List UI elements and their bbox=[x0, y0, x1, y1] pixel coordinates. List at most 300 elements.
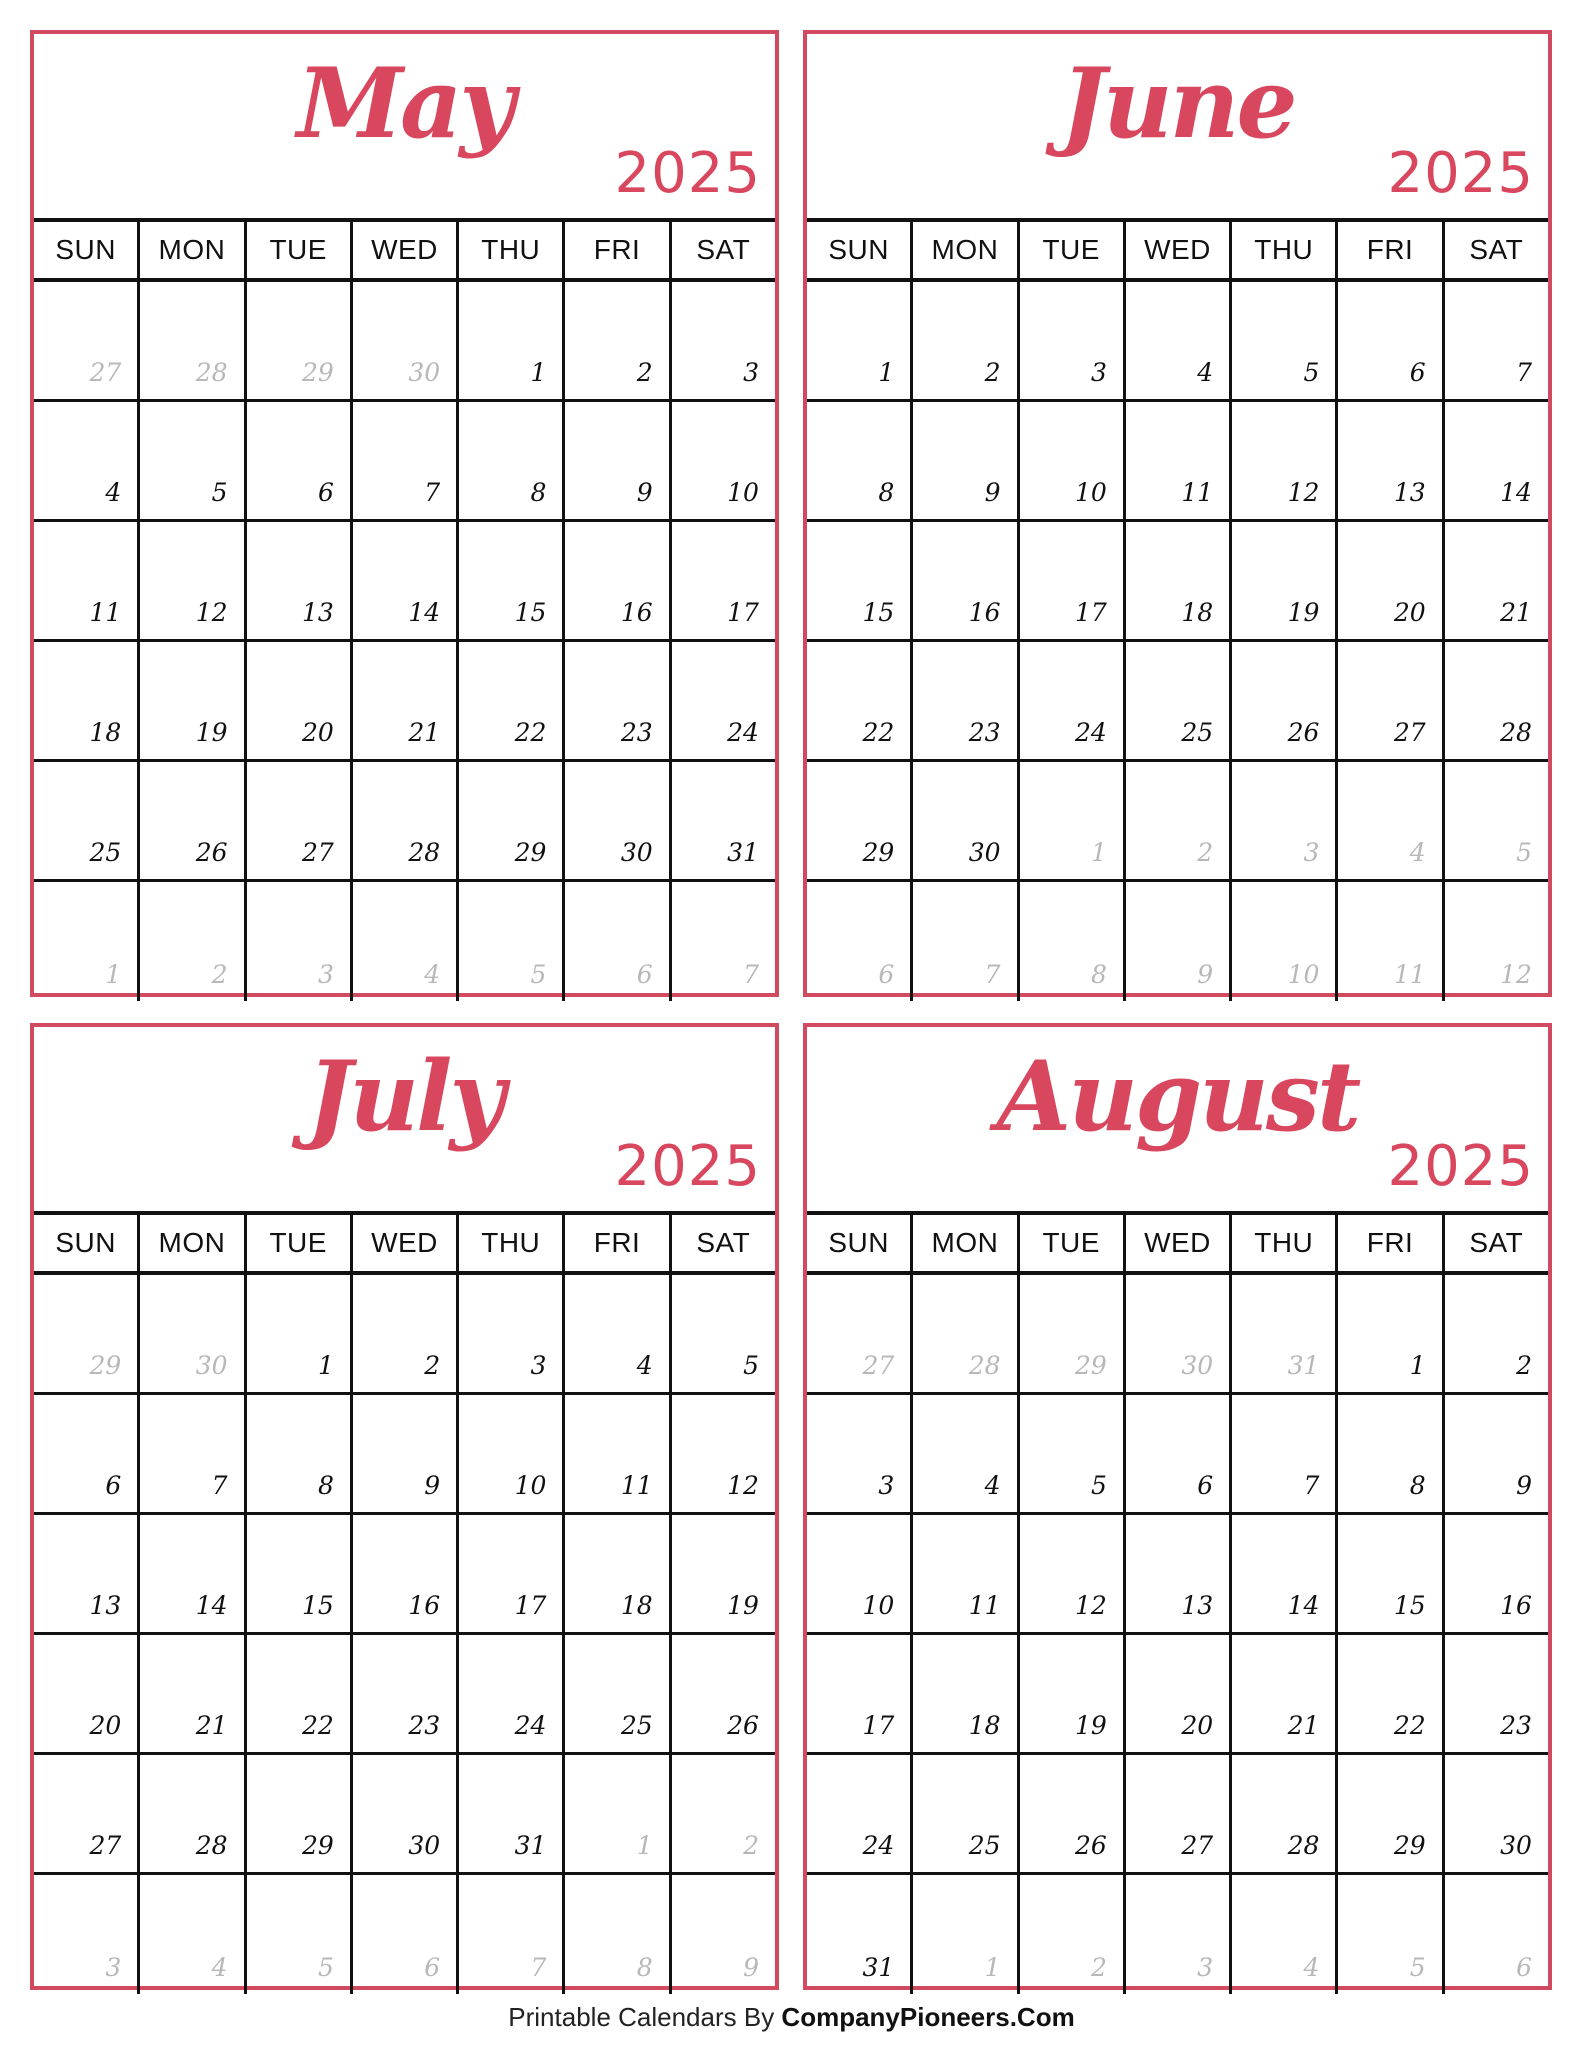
day-cell[interactable] bbox=[672, 282, 775, 399]
day-cell[interactable] bbox=[1232, 1755, 1338, 1872]
day-number: 20 bbox=[89, 1711, 122, 1740]
day-cell-other-month[interactable] bbox=[1020, 1275, 1126, 1392]
day-cell[interactable] bbox=[247, 402, 353, 519]
weekday-thu: THU bbox=[1232, 1215, 1338, 1271]
day-cell[interactable] bbox=[1445, 1515, 1548, 1632]
day-number: 8 bbox=[636, 1953, 653, 1982]
day-number: 21 bbox=[408, 718, 441, 747]
day-cell[interactable] bbox=[1020, 1395, 1126, 1512]
day-number: 9 bbox=[636, 478, 653, 507]
day-number: 29 bbox=[1393, 1831, 1426, 1860]
weekday-thu: THU bbox=[459, 1215, 565, 1271]
day-number: 7 bbox=[424, 478, 441, 507]
day-cell[interactable] bbox=[672, 1275, 775, 1392]
day-cell[interactable] bbox=[1338, 1755, 1444, 1872]
weekday-sat: SAT bbox=[696, 234, 751, 265]
day-cell[interactable] bbox=[1126, 642, 1232, 759]
day-number: 19 bbox=[727, 1591, 759, 1620]
day-number: 7 bbox=[984, 960, 1001, 989]
day-number: 10 bbox=[1075, 478, 1107, 507]
day-cell[interactable] bbox=[1020, 282, 1126, 399]
day-cell[interactable] bbox=[913, 282, 1019, 399]
day-cell[interactable] bbox=[1338, 402, 1444, 519]
day-cell-other-month[interactable] bbox=[1126, 1275, 1232, 1392]
day-cell-other-month[interactable] bbox=[1020, 1875, 1126, 1994]
day-cell-other-month[interactable] bbox=[672, 1755, 775, 1872]
day-number: 11 bbox=[968, 1591, 1001, 1620]
day-number: 29 bbox=[302, 358, 334, 387]
day-cell[interactable] bbox=[353, 522, 459, 639]
day-cell[interactable] bbox=[353, 1755, 459, 1872]
day-cell[interactable] bbox=[459, 1395, 565, 1512]
day-number: 4 bbox=[211, 1953, 228, 1982]
day-cell[interactable] bbox=[807, 642, 913, 759]
day-number: 7 bbox=[743, 960, 759, 989]
week-row bbox=[34, 402, 775, 522]
day-cell[interactable] bbox=[1445, 1755, 1548, 1872]
day-cell[interactable] bbox=[247, 762, 353, 879]
day-number: 2 bbox=[743, 1831, 759, 1860]
day-number: 27 bbox=[89, 358, 122, 387]
day-cell[interactable] bbox=[1445, 1275, 1548, 1392]
day-cell[interactable] bbox=[1126, 402, 1232, 519]
day-cell-other-month[interactable] bbox=[34, 282, 140, 399]
day-cell[interactable] bbox=[807, 1395, 913, 1512]
day-cell[interactable] bbox=[565, 1395, 671, 1512]
day-cell-other-month[interactable] bbox=[140, 1275, 246, 1392]
day-cell[interactable] bbox=[34, 642, 140, 759]
calendar-panel-2 bbox=[803, 30, 1552, 997]
day-cell[interactable] bbox=[1338, 642, 1444, 759]
week-row bbox=[807, 1635, 1548, 1755]
day-cell[interactable] bbox=[913, 1755, 1019, 1872]
day-cell[interactable] bbox=[807, 522, 913, 639]
day-cell[interactable] bbox=[1232, 1515, 1338, 1632]
day-cell[interactable] bbox=[672, 642, 775, 759]
day-number: 13 bbox=[302, 598, 334, 627]
weekday-header-row bbox=[807, 222, 1548, 282]
day-number: 19 bbox=[1075, 1711, 1107, 1740]
day-cell-other-month[interactable] bbox=[34, 1275, 140, 1392]
day-number: 5 bbox=[743, 1351, 759, 1380]
day-number: 8 bbox=[317, 1471, 334, 1500]
week-row bbox=[807, 1275, 1548, 1395]
day-cell[interactable] bbox=[353, 1395, 459, 1512]
week-row bbox=[34, 1275, 775, 1395]
month-header bbox=[807, 34, 1548, 218]
day-cell[interactable] bbox=[807, 402, 913, 519]
day-cell[interactable] bbox=[247, 1755, 353, 1872]
day-number: 12 bbox=[195, 598, 228, 627]
day-number: 5 bbox=[317, 1953, 334, 1982]
day-number: 2 bbox=[636, 358, 653, 387]
day-cell-other-month[interactable] bbox=[672, 1875, 775, 1994]
day-number: 20 bbox=[1181, 1711, 1214, 1740]
day-cell[interactable] bbox=[565, 282, 671, 399]
day-number: 1 bbox=[636, 1831, 653, 1860]
day-number: 9 bbox=[1516, 1471, 1532, 1500]
week-row bbox=[34, 1635, 775, 1755]
day-cell[interactable] bbox=[565, 1635, 671, 1752]
day-cell[interactable] bbox=[34, 1395, 140, 1512]
day-cell[interactable] bbox=[913, 642, 1019, 759]
day-cell[interactable] bbox=[913, 1635, 1019, 1752]
day-cell[interactable] bbox=[34, 402, 140, 519]
day-cell-other-month[interactable] bbox=[1338, 882, 1444, 1001]
day-cell[interactable] bbox=[672, 522, 775, 639]
day-cell[interactable] bbox=[459, 1515, 565, 1632]
day-number: 31 bbox=[514, 1831, 547, 1860]
day-cell[interactable] bbox=[34, 1515, 140, 1632]
week-row bbox=[807, 402, 1548, 522]
day-cell[interactable] bbox=[353, 402, 459, 519]
day-number: 5 bbox=[1303, 358, 1320, 387]
day-number: 30 bbox=[408, 1831, 441, 1860]
day-number: 21 bbox=[1287, 1711, 1320, 1740]
day-number: 3 bbox=[1090, 358, 1107, 387]
week-row bbox=[807, 1395, 1548, 1515]
day-cell[interactable] bbox=[140, 1755, 246, 1872]
day-cell[interactable] bbox=[459, 1275, 565, 1392]
month-header bbox=[807, 1027, 1548, 1211]
day-number: 13 bbox=[1181, 1591, 1214, 1620]
day-cell[interactable] bbox=[672, 1515, 775, 1632]
day-cell[interactable] bbox=[913, 402, 1019, 519]
day-number: 29 bbox=[514, 838, 547, 867]
day-number: 14 bbox=[195, 1591, 228, 1620]
day-cell[interactable] bbox=[1126, 1755, 1232, 1872]
day-number: 6 bbox=[636, 960, 653, 989]
day-number: 3 bbox=[105, 1953, 122, 1982]
day-cell-other-month[interactable] bbox=[1126, 1875, 1232, 1994]
day-number: 2 bbox=[211, 960, 228, 989]
weekday-header-row bbox=[807, 1215, 1548, 1275]
week-row bbox=[34, 1395, 775, 1515]
day-cell[interactable] bbox=[247, 642, 353, 759]
day-number: 17 bbox=[1075, 598, 1107, 627]
weekday-header-row bbox=[34, 222, 775, 282]
day-number: 3 bbox=[1197, 1953, 1214, 1982]
day-cell-other-month[interactable] bbox=[1020, 762, 1126, 879]
day-cell[interactable] bbox=[1126, 282, 1232, 399]
day-cell[interactable] bbox=[459, 762, 565, 879]
day-cell[interactable] bbox=[247, 522, 353, 639]
day-cell[interactable] bbox=[1445, 642, 1548, 759]
day-number: 23 bbox=[1500, 1711, 1532, 1740]
day-number: 24 bbox=[514, 1711, 547, 1740]
day-cell-other-month[interactable] bbox=[1338, 1875, 1444, 1994]
day-cell[interactable] bbox=[1126, 1515, 1232, 1632]
weekday-tue: TUE bbox=[1020, 222, 1126, 278]
day-cell[interactable] bbox=[353, 642, 459, 759]
day-cell[interactable] bbox=[807, 1875, 913, 1994]
day-number: 23 bbox=[408, 1711, 441, 1740]
day-number: 10 bbox=[727, 478, 759, 507]
day-cell-other-month[interactable] bbox=[140, 1875, 246, 1994]
day-cell-other-month[interactable] bbox=[1232, 1875, 1338, 1994]
day-cell[interactable] bbox=[459, 282, 565, 399]
day-number: 28 bbox=[195, 1831, 228, 1860]
day-number: 25 bbox=[89, 838, 122, 867]
day-number: 6 bbox=[1409, 358, 1426, 387]
day-cell[interactable] bbox=[807, 1755, 913, 1872]
day-cell[interactable] bbox=[247, 1275, 353, 1392]
day-cell[interactable] bbox=[247, 1635, 353, 1752]
day-cell-other-month[interactable] bbox=[565, 1875, 671, 1994]
day-cell[interactable] bbox=[34, 1755, 140, 1872]
day-cell-other-month[interactable] bbox=[34, 882, 140, 1001]
day-number: 14 bbox=[408, 598, 441, 627]
day-cell[interactable] bbox=[140, 402, 246, 519]
day-cell-other-month[interactable] bbox=[140, 882, 246, 1001]
day-number: 16 bbox=[1500, 1591, 1532, 1620]
weekday-tue: TUE bbox=[1020, 1215, 1126, 1271]
day-cell[interactable] bbox=[1445, 1635, 1548, 1752]
weekday-wed: WED bbox=[353, 1215, 459, 1271]
day-cell[interactable] bbox=[1232, 282, 1338, 399]
day-cell[interactable] bbox=[459, 402, 565, 519]
day-cell-other-month[interactable] bbox=[1020, 882, 1126, 1001]
day-cell[interactable] bbox=[1232, 522, 1338, 639]
weekday-sun: SUN bbox=[807, 222, 913, 278]
day-number: 29 bbox=[89, 1351, 122, 1380]
day-cell[interactable] bbox=[807, 1515, 913, 1632]
day-number: 8 bbox=[530, 478, 547, 507]
day-cell-other-month[interactable] bbox=[247, 282, 353, 399]
day-cell[interactable] bbox=[1126, 522, 1232, 639]
day-cell-other-month[interactable] bbox=[913, 882, 1019, 1001]
day-cell[interactable] bbox=[140, 1515, 246, 1632]
weekday-wed: WED bbox=[1126, 222, 1232, 278]
month-title: May bbox=[296, 47, 513, 160]
weekday-sat: SAT bbox=[1469, 1227, 1524, 1258]
day-number: 4 bbox=[1197, 358, 1214, 387]
day-number: 5 bbox=[1090, 1471, 1107, 1500]
day-number: 6 bbox=[105, 1471, 122, 1500]
weekday-wed: WED bbox=[353, 222, 459, 278]
day-cell-other-month[interactable] bbox=[1232, 1275, 1338, 1392]
day-cell[interactable] bbox=[459, 522, 565, 639]
day-cell[interactable] bbox=[1338, 1635, 1444, 1752]
day-cell[interactable] bbox=[1445, 522, 1548, 639]
day-cell-other-month[interactable] bbox=[353, 1875, 459, 1994]
day-cell[interactable] bbox=[565, 402, 671, 519]
day-cell[interactable] bbox=[1020, 1635, 1126, 1752]
day-number: 9 bbox=[743, 1953, 759, 1982]
day-number: 10 bbox=[1287, 960, 1320, 989]
day-cell[interactable] bbox=[140, 1635, 246, 1752]
day-cell[interactable] bbox=[34, 1635, 140, 1752]
day-cell-other-month[interactable] bbox=[1232, 882, 1338, 1001]
day-cell[interactable] bbox=[353, 1635, 459, 1752]
month-grid bbox=[34, 218, 775, 1001]
day-number: 26 bbox=[727, 1711, 759, 1740]
day-cell[interactable] bbox=[1338, 1275, 1444, 1392]
day-number: 22 bbox=[514, 718, 547, 747]
week-row bbox=[34, 882, 775, 1001]
day-number: 1 bbox=[878, 358, 895, 387]
day-cell-other-month[interactable] bbox=[807, 1275, 913, 1392]
day-number: 11 bbox=[1181, 478, 1214, 507]
day-number: 29 bbox=[862, 838, 895, 867]
day-cell-other-month[interactable] bbox=[1445, 1875, 1548, 1994]
day-number: 9 bbox=[1197, 960, 1214, 989]
day-cell-other-month[interactable] bbox=[1126, 882, 1232, 1001]
weekday-thu: THU bbox=[459, 222, 565, 278]
week-row bbox=[34, 762, 775, 882]
day-number: 30 bbox=[408, 358, 441, 387]
day-number: 15 bbox=[302, 1591, 334, 1620]
day-cell[interactable] bbox=[1232, 402, 1338, 519]
year-label: 2025 bbox=[614, 141, 761, 206]
day-cell[interactable] bbox=[672, 1395, 775, 1512]
day-cell[interactable] bbox=[565, 642, 671, 759]
day-cell-other-month[interactable] bbox=[353, 882, 459, 1001]
day-cell[interactable] bbox=[913, 1395, 1019, 1512]
day-cell[interactable] bbox=[140, 1395, 246, 1512]
day-cell[interactable] bbox=[459, 1635, 565, 1752]
day-number: 28 bbox=[1287, 1831, 1320, 1860]
day-cell-other-month[interactable] bbox=[1445, 882, 1548, 1001]
day-number: 5 bbox=[1516, 838, 1532, 867]
day-number: 13 bbox=[89, 1591, 122, 1620]
day-cell[interactable] bbox=[247, 1395, 353, 1512]
day-cell[interactable] bbox=[913, 522, 1019, 639]
day-cell[interactable] bbox=[672, 402, 775, 519]
day-cell[interactable] bbox=[1232, 642, 1338, 759]
day-cell[interactable] bbox=[353, 762, 459, 879]
day-number: 12 bbox=[1500, 960, 1532, 989]
day-cell[interactable] bbox=[1126, 1635, 1232, 1752]
day-cell-other-month[interactable] bbox=[459, 1875, 565, 1994]
day-cell[interactable] bbox=[565, 762, 671, 879]
day-cell[interactable] bbox=[1232, 1395, 1338, 1512]
day-cell[interactable] bbox=[913, 1515, 1019, 1632]
day-cell[interactable] bbox=[34, 522, 140, 639]
day-cell[interactable] bbox=[1338, 282, 1444, 399]
day-cell[interactable] bbox=[1445, 402, 1548, 519]
day-cell-other-month[interactable] bbox=[565, 882, 671, 1001]
day-number: 8 bbox=[878, 478, 895, 507]
day-cell[interactable] bbox=[1338, 1395, 1444, 1512]
calendar-panel-4 bbox=[803, 1023, 1552, 1990]
weekday-sun: SUN bbox=[34, 222, 140, 278]
day-cell[interactable] bbox=[672, 762, 775, 879]
day-cell[interactable] bbox=[807, 1635, 913, 1752]
day-cell[interactable] bbox=[1338, 522, 1444, 639]
day-cell-other-month[interactable] bbox=[565, 1755, 671, 1872]
day-cell-other-month[interactable] bbox=[913, 1275, 1019, 1392]
day-cell[interactable] bbox=[1020, 402, 1126, 519]
day-number: 12 bbox=[1287, 478, 1320, 507]
day-cell-other-month[interactable] bbox=[1232, 762, 1338, 879]
day-number: 31 bbox=[727, 838, 759, 867]
day-cell-other-month[interactable] bbox=[247, 1875, 353, 1994]
day-number: 3 bbox=[1303, 838, 1320, 867]
day-cell[interactable] bbox=[807, 762, 913, 879]
day-cell-other-month[interactable] bbox=[140, 282, 246, 399]
day-number: 27 bbox=[862, 1351, 895, 1380]
day-number: 4 bbox=[1409, 838, 1426, 867]
day-cell[interactable] bbox=[1020, 1515, 1126, 1632]
day-cell[interactable] bbox=[459, 1755, 565, 1872]
day-cell-other-month[interactable] bbox=[34, 1875, 140, 1994]
week-row bbox=[807, 762, 1548, 882]
day-number: 21 bbox=[195, 1711, 228, 1740]
day-number: 6 bbox=[424, 1953, 441, 1982]
day-number: 17 bbox=[727, 598, 759, 627]
day-cell[interactable] bbox=[1020, 642, 1126, 759]
day-cell-other-month[interactable] bbox=[353, 282, 459, 399]
month-title: August bbox=[996, 1040, 1359, 1153]
day-cell-other-month[interactable] bbox=[1338, 762, 1444, 879]
day-number: 2 bbox=[424, 1351, 441, 1380]
day-cell-other-month[interactable] bbox=[672, 882, 775, 1001]
day-cell-other-month[interactable] bbox=[459, 882, 565, 1001]
day-cell[interactable] bbox=[353, 1515, 459, 1632]
day-number: 4 bbox=[1303, 1953, 1320, 1982]
day-cell[interactable] bbox=[672, 1635, 775, 1752]
day-number: 4 bbox=[984, 1471, 1001, 1500]
footer-prefix: Printable Calendars By bbox=[508, 2002, 782, 2032]
week-row bbox=[807, 1875, 1548, 1994]
footer-credit bbox=[0, 2000, 1583, 2034]
day-cell-other-month[interactable] bbox=[1126, 762, 1232, 879]
day-number: 4 bbox=[636, 1351, 653, 1380]
day-cell[interactable] bbox=[140, 522, 246, 639]
weekday-header-row bbox=[34, 1215, 775, 1275]
day-number: 2 bbox=[1090, 1953, 1107, 1982]
week-row bbox=[34, 522, 775, 642]
day-number: 29 bbox=[302, 1831, 334, 1860]
weekday-tue: TUE bbox=[247, 222, 353, 278]
day-cell[interactable] bbox=[140, 642, 246, 759]
day-cell[interactable] bbox=[1445, 1395, 1548, 1512]
day-cell[interactable] bbox=[1126, 1395, 1232, 1512]
day-cell[interactable] bbox=[1020, 1755, 1126, 1872]
footer-brand-link[interactable]: CompanyPioneers.Com bbox=[781, 2002, 1075, 2032]
weekday-fri: FRI bbox=[1338, 1215, 1444, 1271]
day-cell[interactable] bbox=[565, 1515, 671, 1632]
day-cell[interactable] bbox=[565, 522, 671, 639]
day-cell[interactable] bbox=[1338, 1515, 1444, 1632]
day-number: 15 bbox=[514, 598, 547, 627]
day-number: 16 bbox=[408, 1591, 441, 1620]
month-title: July bbox=[306, 1040, 503, 1153]
day-number: 30 bbox=[968, 838, 1001, 867]
week-row bbox=[807, 642, 1548, 762]
day-cell[interactable] bbox=[459, 642, 565, 759]
day-cell-other-month[interactable] bbox=[1445, 762, 1548, 879]
day-cell-other-month[interactable] bbox=[913, 1875, 1019, 1994]
day-cell-other-month[interactable] bbox=[247, 882, 353, 1001]
day-cell[interactable] bbox=[140, 762, 246, 879]
day-cell[interactable] bbox=[34, 762, 140, 879]
weekday-thu: THU bbox=[1232, 222, 1338, 278]
day-cell[interactable] bbox=[247, 1515, 353, 1632]
day-cell[interactable] bbox=[913, 762, 1019, 879]
calendar-panel-1 bbox=[30, 30, 779, 997]
day-cell[interactable] bbox=[565, 1275, 671, 1392]
day-cell[interactable] bbox=[353, 1275, 459, 1392]
day-cell[interactable] bbox=[807, 282, 913, 399]
day-cell[interactable] bbox=[1445, 282, 1548, 399]
day-number: 5 bbox=[211, 478, 228, 507]
week-row bbox=[807, 522, 1548, 642]
day-cell-other-month[interactable] bbox=[807, 882, 913, 1001]
day-cell[interactable] bbox=[1232, 1635, 1338, 1752]
day-cell[interactable] bbox=[1020, 522, 1126, 639]
